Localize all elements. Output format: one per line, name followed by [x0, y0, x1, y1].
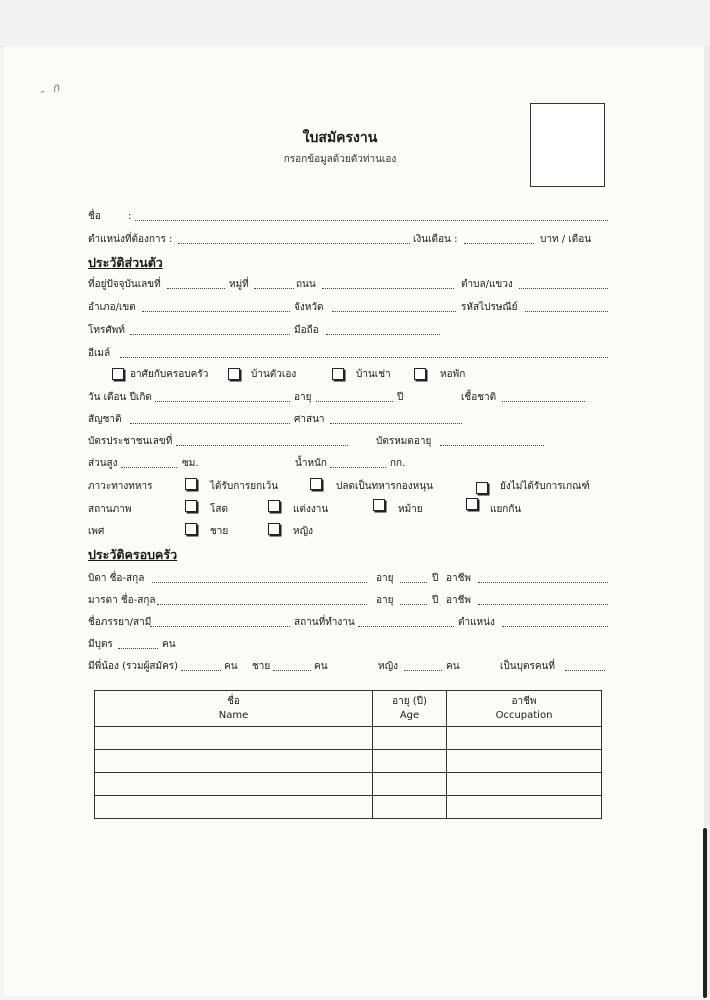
road-field[interactable] — [322, 288, 454, 289]
scrollbar-thumb[interactable] — [703, 828, 707, 998]
residence-family-checkbox[interactable] — [112, 368, 124, 380]
marital-widowed-checkbox[interactable] — [373, 499, 385, 511]
race-field[interactable] — [502, 401, 585, 402]
mother-age-label: อายุ — [376, 595, 394, 606]
postal-label: รหัสไปรษณีย์ — [461, 302, 518, 313]
table-cell[interactable] — [447, 750, 602, 773]
subdistrict-field[interactable] — [519, 288, 608, 289]
mother-occupation-label: อาชีพ — [446, 595, 471, 606]
subdistrict-label: ตำบล/แขวง — [461, 279, 513, 290]
page-mark: - ก — [38, 79, 63, 99]
father-occupation-field[interactable] — [478, 582, 608, 583]
father-label: บิดา ชื่อ-สกุล — [88, 573, 145, 584]
residence-rent-label: บ้านเช่า — [356, 369, 391, 380]
siblings-table — [94, 690, 602, 819]
table-row — [95, 773, 602, 796]
residence-dorm-checkbox[interactable] — [414, 368, 426, 380]
table-row — [95, 727, 602, 750]
siblings-unit: คน — [224, 661, 238, 672]
position-label: ตำแหน่งที่ต้องการ : — [88, 234, 173, 245]
district-field[interactable] — [142, 311, 290, 312]
weight-field[interactable] — [330, 467, 386, 468]
gender-male-checkbox[interactable] — [185, 523, 197, 535]
phone-field[interactable] — [130, 334, 290, 335]
mobile-label: มือถือ — [294, 325, 319, 336]
district-label: อำเภอ/เขต — [88, 302, 136, 313]
weight-unit: กก. — [390, 458, 406, 469]
email-label: อีเมล์ — [88, 348, 111, 359]
marital-single-label: โสด — [210, 504, 228, 515]
military-exempt-label: ได้รับการยกเว้น — [210, 481, 279, 492]
marital-married-checkbox[interactable] — [268, 500, 280, 512]
mother-label: มารดา ชื่อ-สกุล — [88, 595, 156, 606]
id-expiry-field[interactable] — [440, 445, 544, 446]
id-expiry-label: บัตรหมดอายุ — [376, 436, 432, 447]
father-occupation-label: อาชีพ — [446, 573, 471, 584]
table-cell[interactable] — [95, 750, 373, 773]
table-cell[interactable] — [373, 796, 447, 819]
military-label: ภาวะทางทหาร — [88, 481, 153, 492]
weight-label: น้ำหนัก — [295, 458, 327, 469]
address-label: ที่อยู่ปัจจุบันเลขที่ — [88, 279, 161, 290]
section-personal-heading: ประวัติส่วนตัว — [88, 255, 163, 270]
gender-label: เพศ — [88, 526, 105, 537]
id-card-label: บัตรประชาชนเลขที่ — [88, 436, 173, 447]
mobile-field[interactable] — [326, 334, 440, 335]
residence-own-checkbox[interactable] — [228, 368, 240, 380]
id-card-field[interactable] — [176, 445, 348, 446]
address-field[interactable] — [167, 288, 225, 289]
table-row — [95, 796, 602, 819]
spouse-label: ชื่อภรรยา/สามี — [88, 617, 152, 628]
salary-field[interactable] — [464, 243, 534, 244]
table-cell[interactable] — [95, 727, 373, 750]
religion-label: ศาสนา — [294, 414, 325, 425]
name-colon: : — [128, 211, 132, 222]
email-field[interactable] — [120, 357, 608, 358]
table-header-name: ชื่อ Name — [95, 691, 373, 727]
name-label: ชื่อ — [88, 211, 101, 222]
marital-label: สถานภาพ — [88, 504, 132, 515]
province-label: จังหวัด — [294, 302, 324, 313]
siblings-label: มีพี่น้อง (รวมผู้สมัคร) — [88, 661, 179, 672]
father-name-field[interactable] — [152, 582, 367, 583]
military-pending-label: ยังไม่ได้รับการเกณฑ์ — [500, 481, 590, 492]
postal-field[interactable] — [525, 311, 608, 312]
mother-age-unit: ปี — [432, 595, 439, 606]
race-label: เชื้อชาติ — [461, 392, 497, 403]
workplace-field[interactable] — [358, 626, 454, 627]
age-field[interactable] — [316, 401, 393, 402]
children-label: มีบุตร — [88, 639, 113, 650]
siblings-male-unit: คน — [314, 661, 328, 672]
workplace-label: สถานที่ทำงาน — [294, 617, 355, 628]
residence-own-label: บ้านตัวเอง — [251, 369, 297, 380]
salary-label: เงินเดือน : — [413, 234, 458, 245]
moo-field[interactable] — [254, 288, 294, 289]
salary-unit: บาท / เดือน — [540, 234, 592, 245]
birthdate-label: วัน เดือน ปีเกิด — [88, 392, 152, 403]
moo-label: หมู่ที่ — [229, 279, 249, 290]
military-reserve-checkbox[interactable] — [310, 478, 322, 490]
children-unit: คน — [162, 639, 176, 650]
father-age-field[interactable] — [400, 582, 427, 583]
gender-female-checkbox[interactable] — [268, 523, 280, 535]
child-order-label: เป็นบุตรคนที่ — [500, 661, 555, 672]
table-cell[interactable] — [373, 773, 447, 796]
form-subtitle: กรอกข้อมูลด้วยตัวท่านเอง — [283, 154, 397, 165]
residence-family-label: อาศัยกับครอบครัว — [130, 369, 209, 380]
gender-male-label: ชาย — [210, 526, 229, 537]
table-cell[interactable] — [95, 773, 373, 796]
marital-single-checkbox[interactable] — [185, 500, 197, 512]
table-cell[interactable] — [447, 727, 602, 750]
residence-rent-checkbox[interactable] — [332, 368, 344, 380]
table-header-occupation: อาชีพ Occupation — [447, 691, 602, 727]
siblings-female-field[interactable] — [404, 670, 442, 671]
nationality-field[interactable] — [130, 423, 290, 424]
document-page — [4, 46, 704, 996]
gender-female-label: หญิง — [293, 526, 313, 537]
height-unit: ซม. — [182, 458, 199, 469]
child-order-field[interactable] — [565, 670, 605, 671]
spouse-name-field[interactable] — [150, 626, 290, 627]
height-label: ส่วนสูง — [88, 458, 118, 469]
table-header-row — [95, 691, 602, 727]
military-reserve-label: ปลดเป็นทหารกองหนุน — [336, 481, 433, 492]
photo-box — [530, 103, 605, 187]
province-field[interactable] — [332, 311, 456, 312]
siblings-field[interactable] — [181, 670, 221, 671]
table-row — [95, 750, 602, 773]
marital-separated-checkbox[interactable] — [466, 498, 478, 510]
form-title: ใบสมัครงาน — [302, 130, 378, 146]
age-unit: ปี — [397, 392, 404, 403]
father-age-label: อายุ — [376, 573, 394, 584]
father-age-unit: ปี — [432, 573, 439, 584]
marital-separated-label: แยกกัน — [490, 504, 522, 515]
job-title-label: ตำแหน่ง — [458, 617, 495, 628]
religion-field[interactable] — [330, 423, 462, 424]
mother-occupation-field[interactable] — [478, 604, 608, 605]
residence-dorm-label: หอพัก — [440, 369, 466, 380]
section-family-heading: ประวัติครอบครัว — [88, 547, 178, 562]
nationality-label: สัญชาติ — [88, 414, 122, 425]
military-pending-checkbox[interactable] — [476, 482, 488, 494]
mother-age-field[interactable] — [400, 604, 427, 605]
viewer-top-area — [0, 0, 710, 46]
age-label: อายุ — [294, 392, 312, 403]
table-header-age: อายุ (ปี) Age — [373, 691, 447, 727]
height-field[interactable] — [121, 467, 177, 468]
siblings-female-label: หญิง — [378, 661, 398, 672]
name-field[interactable] — [135, 220, 608, 221]
military-exempt-checkbox[interactable] — [185, 478, 197, 490]
road-label: ถนน — [296, 279, 316, 290]
marital-married-label: แต่งงาน — [293, 504, 329, 515]
position-field[interactable] — [178, 243, 410, 244]
phone-label: โทรศัพท์ — [88, 325, 125, 336]
birthdate-field[interactable] — [155, 401, 290, 402]
job-title-field[interactable] — [502, 626, 608, 627]
marital-widowed-label: หม้าย — [398, 504, 423, 515]
siblings-male-field[interactable] — [273, 670, 311, 671]
table-cell[interactable] — [447, 796, 602, 819]
children-field[interactable] — [118, 648, 158, 649]
table-cell[interactable] — [95, 796, 373, 819]
siblings-female-unit: คน — [446, 661, 460, 672]
table-cell[interactable] — [373, 727, 447, 750]
siblings-male-label: ชาย — [252, 661, 271, 672]
table-cell[interactable] — [373, 750, 447, 773]
table-cell[interactable] — [447, 773, 602, 796]
mother-name-field[interactable] — [157, 604, 367, 605]
